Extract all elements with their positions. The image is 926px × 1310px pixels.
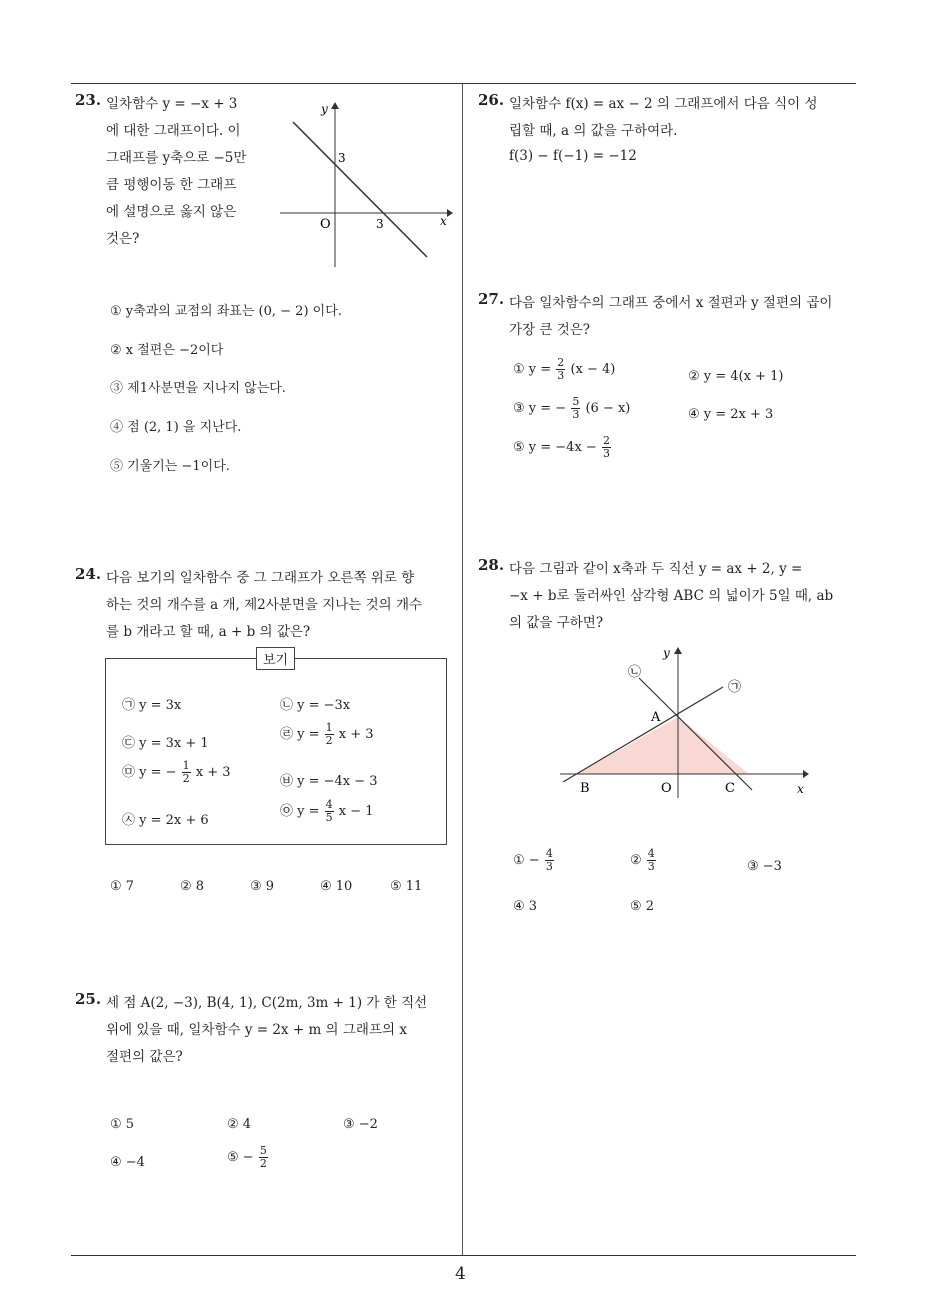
denominator: 3: [602, 447, 610, 460]
q28-option-4[interactable]: ④ 3: [513, 899, 538, 914]
q25-option-1[interactable]: ① 5: [110, 1117, 135, 1132]
question-25: [75, 990, 101, 1008]
y-axis-label: y: [321, 102, 328, 116]
function-line: [293, 122, 427, 257]
denominator: 3: [557, 369, 565, 382]
item-suffix: x + 3: [338, 727, 374, 742]
numerator: 4: [325, 798, 333, 811]
q23-option-2[interactable]: ② x 절편은 −2이다: [110, 343, 224, 358]
question-23: [75, 91, 101, 109]
q24-option-1[interactable]: ① 7: [110, 879, 135, 894]
example-item-a: ㉠ y = 3x: [122, 698, 182, 713]
numerator: 5: [259, 1144, 267, 1157]
bottom-rule: [71, 1255, 856, 1256]
q27-option-5[interactable]: [513, 435, 612, 460]
q24-option-2[interactable]: ② 8: [180, 879, 205, 894]
numerator: 4: [647, 847, 655, 860]
item-suffix: x + 3: [195, 765, 231, 780]
line-1-label: ㉠: [728, 680, 742, 695]
y-axis-label: y: [663, 646, 670, 660]
text-line: 의 값을 구하면?: [509, 615, 604, 631]
x-axis-arrow: [803, 770, 809, 778]
q28-option-5[interactable]: ⑤ 2: [630, 899, 655, 914]
text-line: 세 점 A(2, −3), B(4, 1), C(2m, 3m + 1) 가 한 직선: [106, 995, 428, 1011]
q27-option-2[interactable]: ② y = 4(x + 1): [688, 369, 784, 384]
numerator: 1: [182, 759, 190, 772]
item-prefix: ㉣ y =: [280, 727, 320, 742]
example-item-g: ㉦ y = 2x + 6: [122, 813, 209, 828]
y-axis-arrow: [674, 647, 682, 654]
question-24-text: [106, 565, 422, 646]
q23-option-3[interactable]: ③ 제1사분면을 지나지 않는다.: [110, 381, 286, 396]
option-suffix: (x − 4): [570, 362, 616, 377]
text-line: 다음 일차함수의 그래프 중에서 x 절편과 y 절편의 곱이: [509, 295, 833, 311]
option-prefix: ① −: [513, 853, 540, 868]
y-intercept-label: 3: [338, 151, 346, 165]
question-28: [478, 556, 504, 574]
denominator: 2: [325, 734, 333, 747]
numerator: 4: [545, 847, 553, 860]
fraction: [602, 435, 611, 460]
q25-option-2[interactable]: ② 4: [227, 1117, 252, 1132]
q23-option-5[interactable]: ⑤ 기울기는 −1이다.: [110, 459, 230, 474]
fraction: [182, 760, 191, 785]
option-prefix: ③ y = −: [513, 401, 567, 416]
question-25-text: [106, 990, 427, 1071]
option-prefix: ⑤ y = −4x −: [513, 440, 597, 455]
question-24: [75, 565, 101, 583]
text-line: 그래프를 y축으로 −5만: [106, 150, 247, 166]
fraction: [325, 799, 334, 824]
point-b-label: B: [580, 781, 590, 796]
fraction: [545, 848, 554, 873]
fraction: [259, 1145, 268, 1170]
denominator: 3: [545, 860, 553, 873]
example-item-f: ㉥ y = −4x − 3: [280, 774, 378, 789]
y-axis-arrow: [331, 102, 339, 109]
top-rule: [71, 83, 856, 84]
q27-option-3[interactable]: [513, 396, 630, 421]
text-line: −x + b로 둘러싸인 삼각형 ABC 의 넓이가 5일 때, ab: [509, 588, 834, 604]
example-item-e: [122, 760, 231, 785]
question-28-text: [509, 556, 833, 637]
example-item-h: [280, 799, 374, 824]
example-item-c: ㉢ y = 3x + 1: [122, 736, 209, 751]
text-line: 다음 보기의 일차함수 중 그 그래프가 오른쪽 위로 향: [106, 570, 415, 586]
line-2-label: ㉡: [628, 665, 642, 680]
question-number: 28.: [478, 556, 505, 574]
text-line: 절편의 값은?: [106, 1049, 183, 1065]
origin-label: O: [320, 217, 331, 232]
q23-graph: [275, 95, 455, 270]
item-suffix: x − 1: [338, 804, 374, 819]
q25-option-5[interactable]: [227, 1145, 269, 1170]
column-divider: [462, 84, 463, 1256]
denominator: 2: [182, 772, 190, 785]
example-item-b: ㉡ y = −3x: [280, 698, 351, 713]
option-suffix: (6 − x): [585, 401, 631, 416]
x-intercept-label: 3: [376, 217, 384, 231]
text-line: 일차함수 f(x) = ax − 2 의 그래프에서 다음 식이 성: [509, 96, 818, 112]
question-23-text: [106, 91, 246, 253]
q23-option-1[interactable]: ① y축과의 교점의 좌표는 (0, − 2) 이다.: [110, 304, 342, 319]
item-prefix: ㉤ y = −: [122, 765, 177, 780]
text-line: 를 b 개라고 할 때, a + b 의 값은?: [106, 624, 311, 640]
option-prefix: ⑤ −: [227, 1150, 254, 1165]
q24-option-4[interactable]: ④ 10: [320, 879, 353, 894]
question-number: 27.: [478, 290, 505, 308]
denominator: 5: [325, 811, 333, 824]
numerator: 2: [602, 434, 610, 447]
x-axis-label: x: [440, 214, 447, 228]
item-prefix: ㉧ y =: [280, 804, 320, 819]
question-number: 23.: [75, 91, 102, 109]
text-line: 것은?: [106, 231, 140, 247]
q28-option-1[interactable]: [513, 848, 555, 873]
question-26: [478, 91, 504, 109]
triangle-abc: [577, 717, 749, 774]
fraction: [571, 396, 580, 421]
denominator: 3: [572, 408, 580, 421]
text-line: 다음 그림과 같이 x축과 두 직선 y = ax + 2, y =: [509, 561, 803, 577]
question-26-text: [509, 91, 818, 168]
q24-option-5[interactable]: ⑤ 11: [390, 879, 423, 894]
fraction: [325, 722, 334, 747]
equation-line: f(3) − f(−1) = −12: [509, 148, 637, 164]
numerator: 2: [557, 356, 565, 369]
point-a-label: A: [651, 710, 661, 725]
point-c-label: C: [725, 781, 735, 796]
option-prefix: ②: [630, 853, 642, 868]
denominator: 3: [647, 860, 655, 873]
page-number: 4: [455, 1264, 466, 1284]
fraction: [647, 848, 656, 873]
example-box-title: 보기: [256, 647, 295, 670]
text-line: 에 대한 그래프이다. 이: [106, 123, 241, 139]
q25-option-3[interactable]: ③ −2: [343, 1117, 378, 1132]
origin-label: O: [661, 781, 672, 796]
question-27: [478, 290, 504, 308]
text-line: 가장 큰 것은?: [509, 322, 591, 338]
text-line: 하는 것의 개수를 a 개, 제2사분면을 지나는 것의 개수: [106, 597, 423, 613]
x-axis-arrow: [447, 209, 453, 217]
question-number: 26.: [478, 91, 505, 109]
numerator: 1: [325, 721, 333, 734]
text-line: 에 설명으로 옳지 않은: [106, 204, 237, 220]
q27-option-1[interactable]: [513, 357, 615, 382]
text-line: 큼 평행이동 한 그래프: [106, 177, 237, 193]
fraction: [556, 357, 565, 382]
denominator: 2: [259, 1157, 267, 1170]
question-number: 24.: [75, 565, 102, 583]
text-line: 일차함수 y = −x + 3: [106, 96, 238, 112]
numerator: 5: [572, 395, 580, 408]
text-line: 립할 때, a 의 값을 구하여라.: [509, 123, 678, 139]
option-prefix: ① y =: [513, 362, 552, 377]
question-number: 25.: [75, 990, 102, 1008]
q23-option-4[interactable]: ④ 점 (2, 1) 을 지난다.: [110, 420, 242, 435]
question-27-text: [509, 290, 832, 344]
q28-graph: [555, 640, 815, 805]
q28-option-2[interactable]: [630, 848, 657, 873]
q25-option-4[interactable]: ④ −4: [110, 1155, 145, 1170]
x-axis-label: x: [797, 782, 804, 796]
example-item-d: [280, 722, 374, 747]
q24-option-3[interactable]: ③ 9: [250, 879, 275, 894]
text-line: 위에 있을 때, 일차함수 y = 2x + m 의 그래프의 x: [106, 1022, 407, 1038]
q28-option-3[interactable]: ③ −3: [747, 859, 782, 874]
q27-option-4[interactable]: ④ y = 2x + 3: [688, 407, 774, 422]
